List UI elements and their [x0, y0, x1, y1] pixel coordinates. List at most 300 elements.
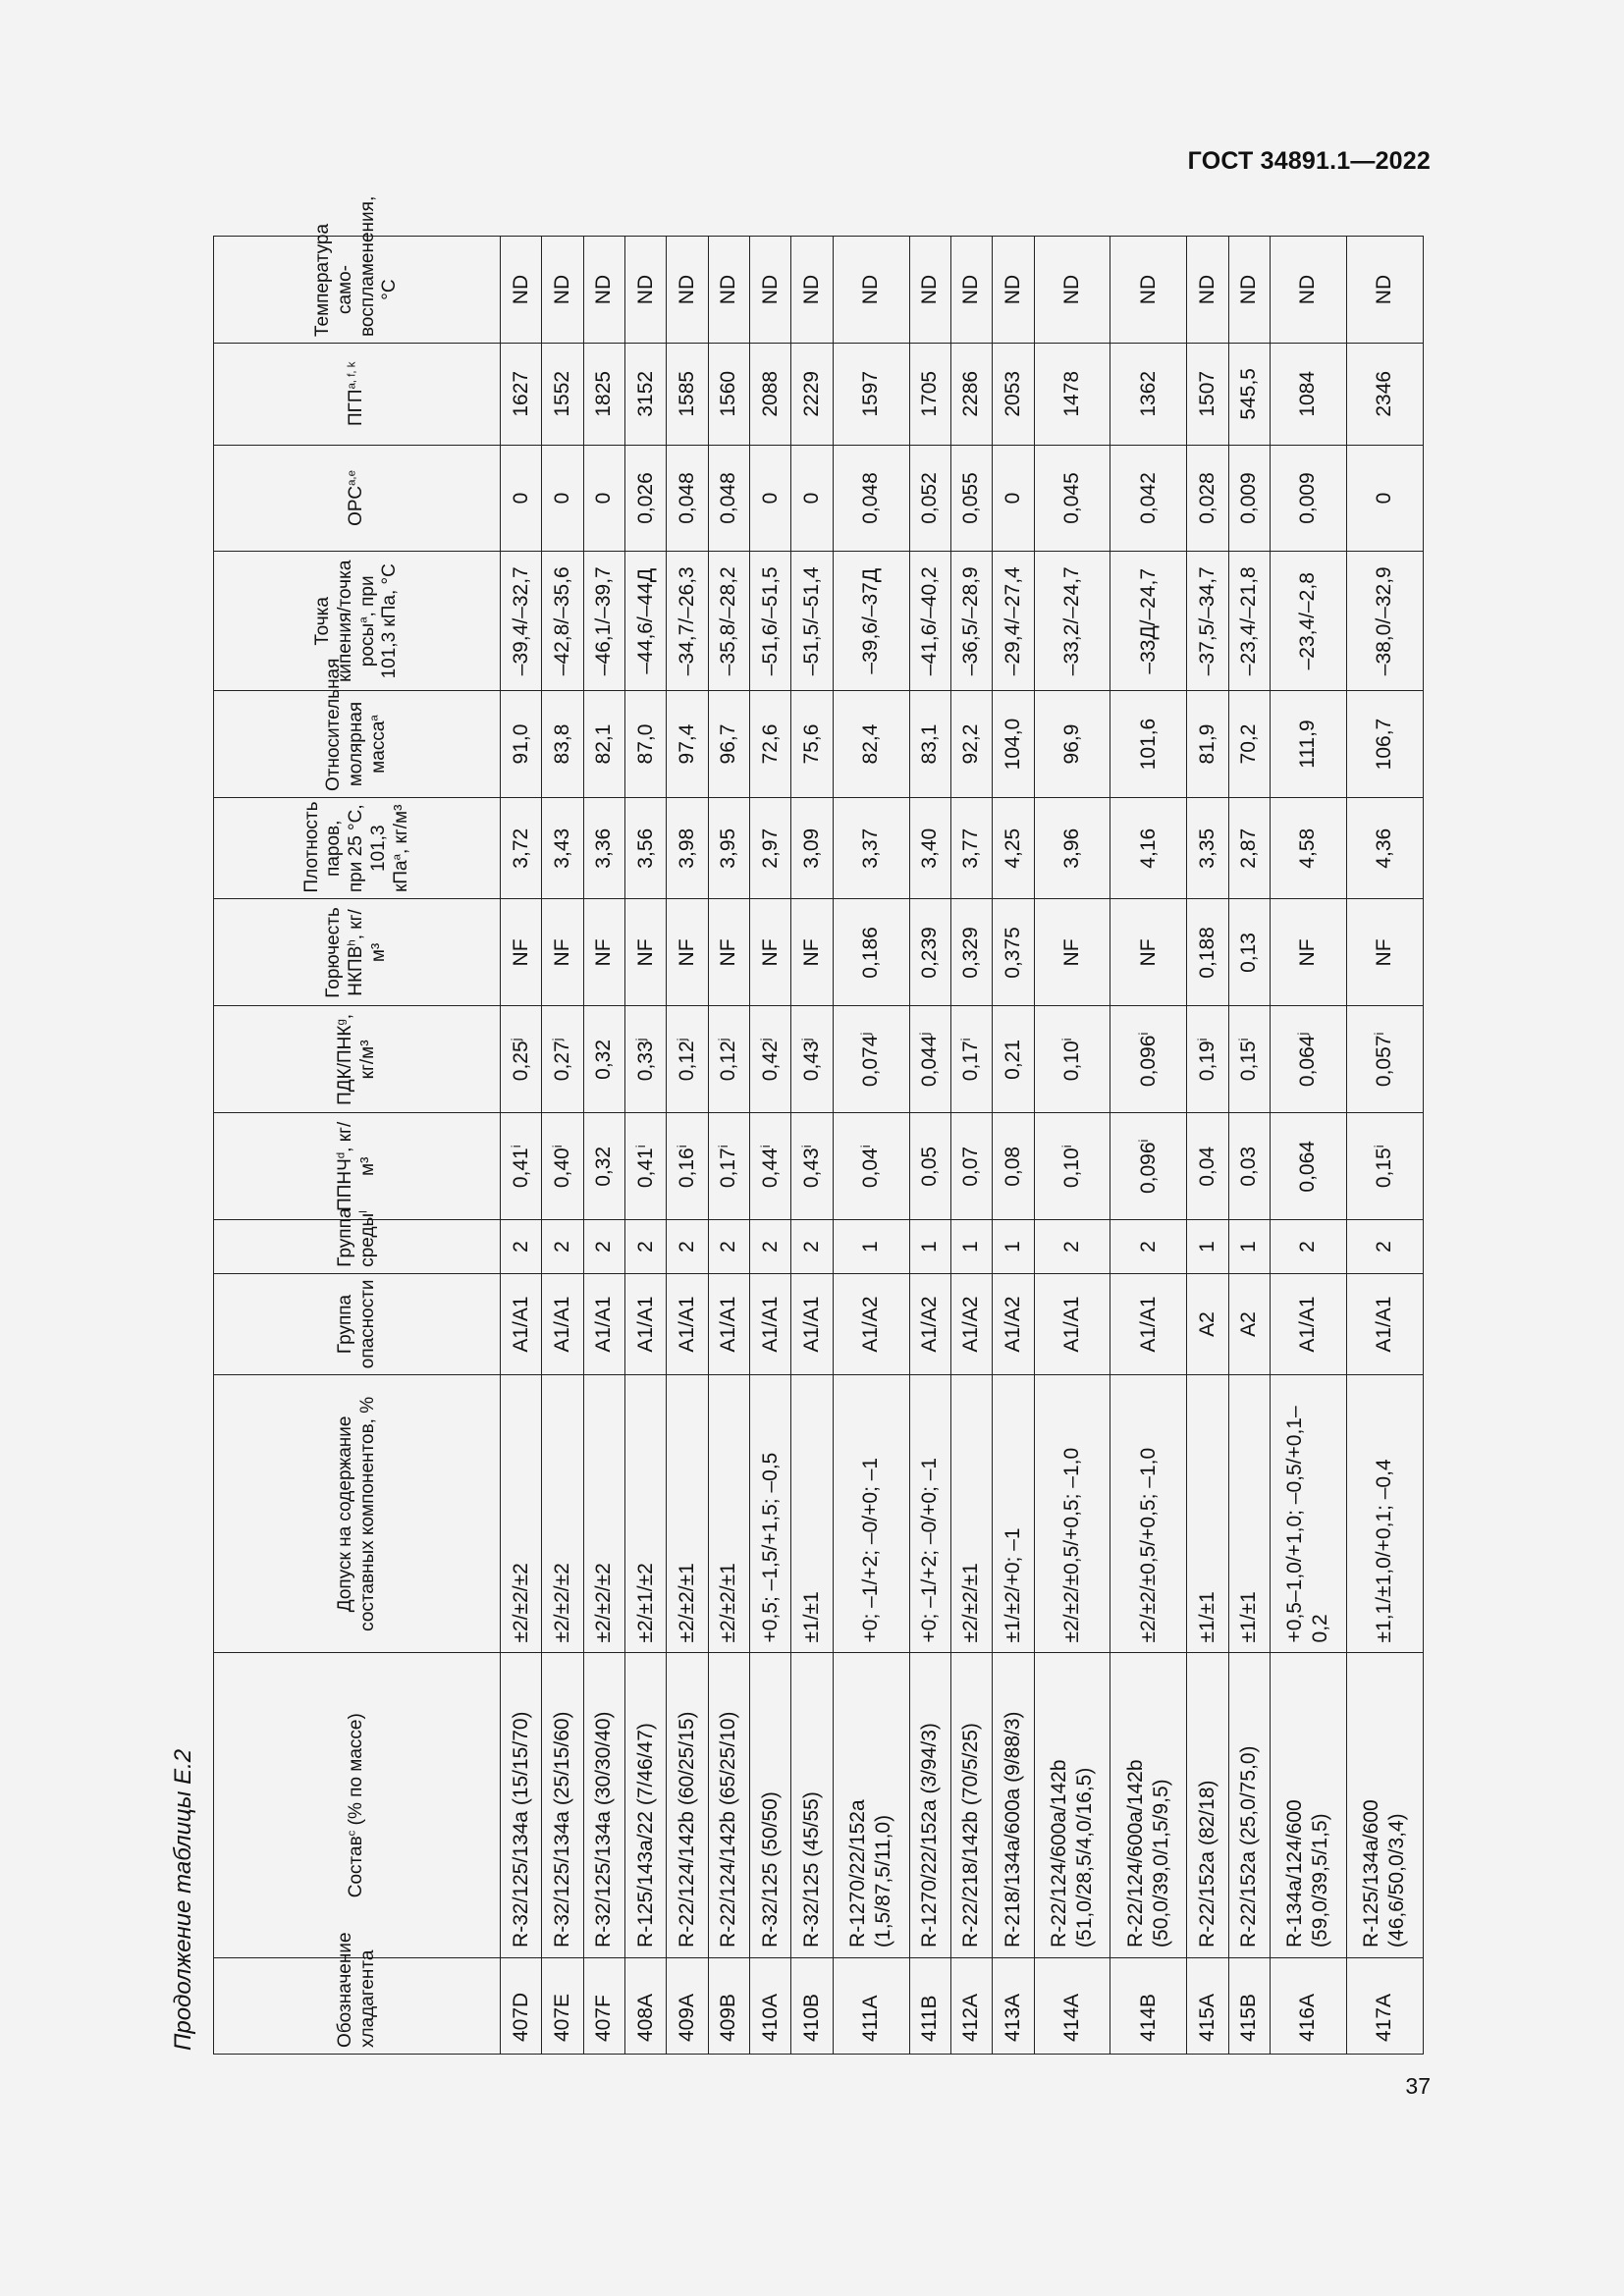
cell-ppnch — [749, 1113, 790, 1220]
refrigerant-table — [213, 195, 1424, 2055]
cell-composition — [1034, 1653, 1110, 1957]
cell-composition — [708, 1653, 749, 1957]
cell-value: 91,0 — [509, 723, 532, 765]
cell-gwp — [708, 344, 749, 445]
cell-boiling — [583, 552, 624, 691]
cell-value: NF — [1296, 938, 1320, 967]
cell-value: 2229 — [799, 370, 823, 417]
cell-ppnch — [1110, 1113, 1187, 1220]
cell-ods — [833, 445, 909, 552]
cell-boiling — [501, 552, 542, 691]
cell-value: NF — [675, 938, 698, 967]
cell-value: 0,188 — [1195, 927, 1218, 979]
cell-footnote-mark: i — [859, 1145, 874, 1148]
cell-designation — [667, 1957, 708, 2054]
cell-hazard — [1228, 1273, 1270, 1374]
cell-value: 3,98 — [675, 828, 698, 869]
cell-value: NF — [509, 938, 532, 967]
cell-designation — [1270, 1957, 1346, 2054]
cell-value: R-32/125/134a (15/15/70) — [509, 1711, 532, 1948]
cell-flam — [1110, 899, 1187, 1006]
cell-gwp — [1346, 344, 1423, 445]
cell-boiling — [1346, 552, 1423, 691]
cell-ods — [667, 445, 708, 552]
cell-value: 2088 — [758, 370, 782, 417]
cell-value: A1/A2 — [858, 1296, 882, 1353]
cell-density — [501, 798, 542, 899]
cell-value: 0,057 — [1373, 1035, 1396, 1088]
cell-value: 1 — [1001, 1241, 1024, 1253]
header-molar — [214, 658, 501, 798]
cell-value: 0 — [592, 492, 616, 505]
cell-value: A1/A1 — [592, 1296, 616, 1353]
cell-pdk — [791, 1006, 833, 1113]
cell-designation — [583, 1957, 624, 2054]
cell-ppnch — [1346, 1113, 1423, 1220]
cell-footnote-mark: j — [758, 1038, 773, 1041]
cell-footnote-mark: j — [633, 1038, 648, 1041]
cell-density — [542, 798, 583, 899]
cell-molar — [708, 691, 749, 798]
cell-value: 3,40 — [918, 828, 942, 869]
cell-value: 4,36 — [1373, 828, 1396, 869]
cell-value: 0 — [758, 492, 782, 505]
table-row — [542, 237, 583, 2055]
cell-value: ND — [918, 274, 942, 305]
cell-autoign — [749, 237, 790, 344]
cell-value: ND — [592, 274, 616, 305]
header-unit: , при 101,3 кПа, °С — [356, 563, 401, 679]
header-label: Температура само-воспламенения, °С — [311, 195, 401, 338]
cell-value: 0,13 — [1237, 933, 1261, 973]
cell-value: 4,25 — [1001, 828, 1024, 869]
cell-env — [583, 1220, 624, 1273]
cell-value: 410A — [758, 1993, 782, 2042]
table-row — [993, 237, 1034, 2055]
cell-value: –34,7/–26,3 — [675, 566, 698, 676]
cell-ods — [950, 445, 992, 552]
cell-boiling — [791, 552, 833, 691]
cell-value: ND — [509, 274, 532, 305]
cell-ppnch — [993, 1113, 1034, 1220]
cell-designation — [1187, 1957, 1228, 2054]
cell-hazard — [708, 1273, 749, 1374]
cell-value: 2 — [717, 1241, 740, 1253]
cell-pdk — [993, 1006, 1034, 1113]
cell-tolerance — [667, 1375, 708, 1653]
cell-value: A1/A1 — [509, 1296, 532, 1353]
cell-ods — [1270, 445, 1346, 552]
cell-value: ±2/±2/±0,5/+0,5; –1,0 — [1059, 1447, 1083, 1643]
cell-value: 0,32 — [592, 1039, 616, 1080]
header-density — [214, 798, 501, 899]
header-unit: , кг/м³ — [390, 804, 411, 855]
cell-value: 0,239 — [918, 927, 942, 979]
cell-value: 545,5 — [1237, 368, 1261, 420]
cell-footnote-mark: j — [675, 1038, 689, 1041]
cell-density — [1110, 798, 1187, 899]
cell-value: A1/A1 — [1059, 1296, 1083, 1353]
cell-value: ±2/±2/±2 — [509, 1563, 532, 1643]
cell-value: R-22/218/142b (70/5/25) — [959, 1723, 983, 1948]
cell-value: 1552 — [550, 370, 573, 417]
cell-designation — [749, 1957, 790, 2054]
cell-tolerance — [624, 1375, 666, 1653]
cell-env — [833, 1220, 909, 1273]
cell-molar — [950, 691, 992, 798]
cell-value: 0 — [1373, 492, 1396, 505]
cell-value: ND — [858, 274, 882, 305]
cell-ppnch — [542, 1113, 583, 1220]
cell-composition — [791, 1653, 833, 1957]
cell-value: 3,56 — [633, 828, 657, 869]
cell-value: –33,2/–24,7 — [1059, 566, 1083, 676]
cell-value: ND — [1373, 274, 1396, 305]
cell-tolerance — [708, 1375, 749, 1653]
header-label: ПГП — [346, 389, 367, 427]
cell-composition — [1110, 1653, 1187, 1957]
cell-ppnch — [667, 1113, 708, 1220]
cell-pdk — [1346, 1006, 1423, 1113]
table-row — [833, 237, 909, 2055]
cell-gwp — [993, 344, 1034, 445]
header-label: Группа среды — [334, 1207, 378, 1267]
cell-density — [909, 798, 950, 899]
cell-value: 0,10 — [1059, 1041, 1083, 1082]
cell-value: A1/A1 — [1136, 1296, 1160, 1353]
cell-value: 2 — [509, 1241, 532, 1253]
cell-value: ND — [799, 274, 823, 305]
cell-value: 70,2 — [1237, 723, 1261, 765]
cell-value: 0,044 — [918, 1035, 942, 1088]
cell-molar — [1346, 691, 1423, 798]
cell-density — [1228, 798, 1270, 899]
cell-boiling — [1270, 552, 1346, 691]
cell-value: 81,9 — [1195, 723, 1218, 765]
cell-value: A1/A2 — [918, 1296, 942, 1353]
cell-value: 0,05 — [918, 1146, 942, 1187]
cell-value: R-22/124/600a/142b (50,0/39,0/1,5/9,5) — [1123, 1759, 1172, 1948]
cell-value: 0,096 — [1136, 1035, 1160, 1088]
cell-value: 414A — [1059, 1993, 1083, 2042]
cell-flam — [1270, 899, 1346, 1006]
header-label: Состав — [346, 1836, 367, 1898]
cell-hazard — [833, 1273, 909, 1374]
cell-footnote-mark: i — [799, 1145, 814, 1148]
cell-tolerance — [950, 1375, 992, 1653]
cell-gwp — [583, 344, 624, 445]
cell-value: 0 — [550, 492, 573, 505]
cell-value: ND — [1001, 274, 1024, 305]
cell-hazard — [1346, 1273, 1423, 1374]
cell-gwp — [1187, 344, 1228, 445]
cell-value: –46,1/–39,7 — [592, 566, 616, 676]
cell-value: 104,0 — [1001, 718, 1024, 771]
cell-value: 408A — [633, 1993, 657, 2042]
cell-value: 407D — [509, 1992, 532, 2042]
cell-density — [950, 798, 992, 899]
table-row — [667, 237, 708, 2055]
cell-value: 0,25 — [509, 1041, 532, 1082]
cell-gwp — [624, 344, 666, 445]
cell-value: R-125/143a/22 (7/46/47) — [633, 1723, 657, 1948]
cell-flam — [624, 899, 666, 1006]
header-env — [214, 1207, 501, 1273]
cell-value: A1/A1 — [758, 1296, 782, 1353]
cell-boiling — [624, 552, 666, 691]
cell-autoign — [501, 237, 542, 344]
cell-footnote-mark: i — [1237, 1038, 1252, 1041]
cell-autoign — [1228, 237, 1270, 344]
header-label: Допуск на содержание составных компонентов, % — [334, 1396, 378, 1631]
cell-value: 0,12 — [675, 1041, 698, 1082]
cell-value: 2 — [1373, 1241, 1396, 1253]
cell-hazard — [667, 1273, 708, 1374]
cell-density — [624, 798, 666, 899]
cell-value: 0,074 — [858, 1035, 882, 1088]
cell-value: R-32/125 (50/50) — [758, 1791, 782, 1948]
cell-footnote-mark: i — [1136, 1032, 1151, 1036]
cell-value: –37,5/–34,7 — [1195, 566, 1218, 676]
cell-designation — [833, 1957, 909, 2054]
cell-boiling — [542, 552, 583, 691]
cell-composition — [950, 1653, 992, 1957]
cell-value: 1507 — [1195, 370, 1218, 417]
cell-gwp — [542, 344, 583, 445]
cell-value: 87,0 — [633, 723, 657, 765]
cell-value: 3152 — [633, 370, 657, 417]
cell-molar — [833, 691, 909, 798]
cell-value: 407E — [550, 1993, 573, 2042]
cell-ods — [708, 445, 749, 552]
cell-boiling — [833, 552, 909, 691]
cell-autoign — [542, 237, 583, 344]
cell-tolerance — [1187, 1375, 1228, 1653]
cell-value: +0; –1/+2; –0/+0; –1 — [858, 1457, 882, 1643]
header-composition — [214, 1653, 501, 1957]
cell-boiling — [1187, 552, 1228, 691]
cell-composition — [833, 1653, 909, 1957]
cell-value: 0,052 — [918, 472, 942, 524]
cell-ods — [583, 445, 624, 552]
table-row — [1270, 237, 1346, 2055]
cell-gwp — [950, 344, 992, 445]
table-row — [909, 237, 950, 2055]
header-footnote-mark: l — [357, 1210, 370, 1213]
cell-ppnch — [791, 1113, 833, 1220]
cell-value: 0,44 — [758, 1148, 782, 1189]
cell-value: –38,0/–32,9 — [1373, 566, 1396, 676]
cell-composition — [993, 1653, 1034, 1957]
cell-value: 1825 — [592, 370, 616, 417]
cell-pdk — [624, 1006, 666, 1113]
cell-value: A1/A1 — [550, 1296, 573, 1353]
cell-footnote-mark: i — [1195, 1038, 1210, 1041]
cell-autoign — [1187, 237, 1228, 344]
cell-value: ±2/±2/±1 — [717, 1563, 740, 1643]
cell-value: NF — [1136, 938, 1160, 967]
cell-footnote-mark: i — [758, 1145, 773, 1148]
cell-value: R-1270/22/152a (3/94/3) — [918, 1723, 942, 1948]
cell-flam — [833, 899, 909, 1006]
table-row — [1187, 237, 1228, 2055]
cell-value: 75,6 — [799, 723, 823, 765]
cell-hazard — [1270, 1273, 1346, 1374]
cell-footnote-mark: j — [509, 1038, 523, 1041]
cell-ppnch — [1270, 1113, 1346, 1220]
header-gwp — [214, 344, 501, 445]
cell-value: 83,1 — [918, 723, 942, 765]
cell-flam — [667, 899, 708, 1006]
cell-value: ND — [1195, 274, 1218, 305]
cell-value: 3,37 — [858, 828, 882, 869]
cell-env — [791, 1220, 833, 1273]
cell-gwp — [909, 344, 950, 445]
cell-density — [791, 798, 833, 899]
cell-ppnch — [909, 1113, 950, 1220]
cell-composition — [909, 1653, 950, 1957]
cell-value: 0,096 — [1136, 1142, 1160, 1195]
cell-footnote-mark: j — [717, 1038, 731, 1041]
cell-value: 0,15 — [1373, 1148, 1396, 1189]
cell-hazard — [950, 1273, 992, 1374]
header-label: Точка кипения/точка росы — [311, 560, 378, 682]
cell-value: 106,7 — [1373, 718, 1396, 771]
cell-value: –35,8/–28,2 — [717, 566, 740, 676]
cell-env — [950, 1220, 992, 1273]
cell-hazard — [909, 1273, 950, 1374]
cell-composition — [1187, 1653, 1228, 1957]
cell-ppnch — [501, 1113, 542, 1220]
cell-value: 0 — [509, 492, 532, 505]
cell-pdk — [1270, 1006, 1346, 1113]
cell-value: 0,026 — [633, 472, 657, 524]
cell-ppnch — [1187, 1113, 1228, 1220]
cell-composition — [749, 1653, 790, 1957]
table-row — [501, 237, 542, 2055]
cell-boiling — [950, 552, 992, 691]
cell-value: NF — [717, 938, 740, 967]
cell-value: NF — [758, 938, 782, 967]
cell-value: 413A — [1001, 1993, 1024, 2042]
cell-value: 409B — [717, 1993, 740, 2042]
cell-env — [1110, 1220, 1187, 1273]
cell-value: R-22/152a (82/18) — [1195, 1780, 1218, 1948]
cell-env — [667, 1220, 708, 1273]
cell-value: –29,4/–27,4 — [1001, 566, 1024, 676]
cell-value: 1627 — [509, 370, 532, 417]
cell-density — [1034, 798, 1110, 899]
header-flam — [214, 899, 501, 1006]
cell-env — [909, 1220, 950, 1273]
cell-value: 1362 — [1136, 370, 1160, 417]
cell-ppnch — [583, 1113, 624, 1220]
cell-designation — [542, 1957, 583, 2054]
cell-value: 412A — [959, 1993, 983, 2042]
cell-value: 0,375 — [1001, 927, 1024, 979]
cell-molar — [791, 691, 833, 798]
header-footnote-mark: a, f, k — [346, 361, 358, 390]
cell-value: R-125/134a/600 (46,6/50,0/3,4) — [1360, 1799, 1409, 1948]
cell-value: 0,17 — [717, 1148, 740, 1189]
cell-molar — [583, 691, 624, 798]
header-footnote-mark: a — [368, 715, 381, 721]
table-body — [501, 237, 1424, 2055]
cell-footnote-mark: i — [717, 1145, 731, 1148]
cell-value: 411B — [918, 1995, 942, 2042]
cell-env — [708, 1220, 749, 1273]
cell-pdk — [501, 1006, 542, 1113]
header-label: Плотность паров, при 25 °С, 101,3 кПа — [300, 801, 411, 893]
cell-env — [1228, 1220, 1270, 1273]
cell-boiling — [708, 552, 749, 691]
cell-value: 1585 — [675, 370, 698, 417]
cell-flam — [501, 899, 542, 1006]
cell-flam — [1187, 899, 1228, 1006]
cell-gwp — [501, 344, 542, 445]
cell-value: 1597 — [858, 370, 882, 417]
cell-hazard — [542, 1273, 583, 1374]
cell-value: 97,4 — [675, 723, 698, 765]
cell-value: 417A — [1373, 1993, 1396, 2042]
cell-autoign — [909, 237, 950, 344]
cell-footnote-mark: i — [1059, 1145, 1074, 1148]
cell-value: ND — [1237, 274, 1261, 305]
cell-footnote-mark: j — [799, 1038, 814, 1041]
cell-value: 0,009 — [1237, 472, 1261, 524]
cell-molar — [667, 691, 708, 798]
cell-value: 2286 — [959, 370, 983, 417]
cell-value: –23,4/–21,8 — [1237, 566, 1261, 676]
cell-ppnch — [708, 1113, 749, 1220]
cell-tolerance — [791, 1375, 833, 1653]
table-row — [583, 237, 624, 2055]
table-row — [749, 237, 790, 2055]
cell-flam — [909, 899, 950, 1006]
header-footnote-mark: h — [346, 939, 358, 946]
cell-footnote-mark: j — [1296, 1032, 1311, 1036]
cell-ods — [1228, 445, 1270, 552]
cell-flam — [950, 899, 992, 1006]
cell-pdk — [708, 1006, 749, 1113]
cell-pdk — [1228, 1006, 1270, 1113]
cell-footnote-mark: i — [1373, 1145, 1387, 1148]
cell-value: 1 — [959, 1241, 983, 1253]
cell-molar — [1110, 691, 1187, 798]
cell-value: –44,6/–44Д — [633, 567, 657, 674]
cell-value: 3,36 — [592, 828, 616, 869]
cell-value: 0,064 — [1296, 1035, 1320, 1088]
cell-value: R-32/125/134a (30/30/40) — [592, 1711, 616, 1948]
cell-hazard — [791, 1273, 833, 1374]
cell-ppnch — [1034, 1113, 1110, 1220]
document-standard-header: ГОСТ 34891.1—2022 — [1187, 147, 1431, 175]
cell-molar — [749, 691, 790, 798]
cell-value: 82,4 — [858, 723, 882, 765]
cell-value: 0,03 — [1237, 1146, 1261, 1187]
cell-value: R-218/134a/600a (9/88/3) — [1001, 1711, 1024, 1948]
header-pdk — [214, 1006, 501, 1113]
cell-pdk — [1034, 1006, 1110, 1113]
cell-ppnch — [950, 1113, 992, 1220]
cell-value: 2,97 — [758, 828, 782, 869]
table-caption: Продолжение таблицы Е.2 — [170, 1748, 196, 2051]
cell-value: 3,96 — [1059, 828, 1083, 869]
cell-value: 2 — [799, 1241, 823, 1253]
cell-value: 2346 — [1373, 370, 1396, 417]
cell-value: ND — [717, 274, 740, 305]
cell-density — [667, 798, 708, 899]
